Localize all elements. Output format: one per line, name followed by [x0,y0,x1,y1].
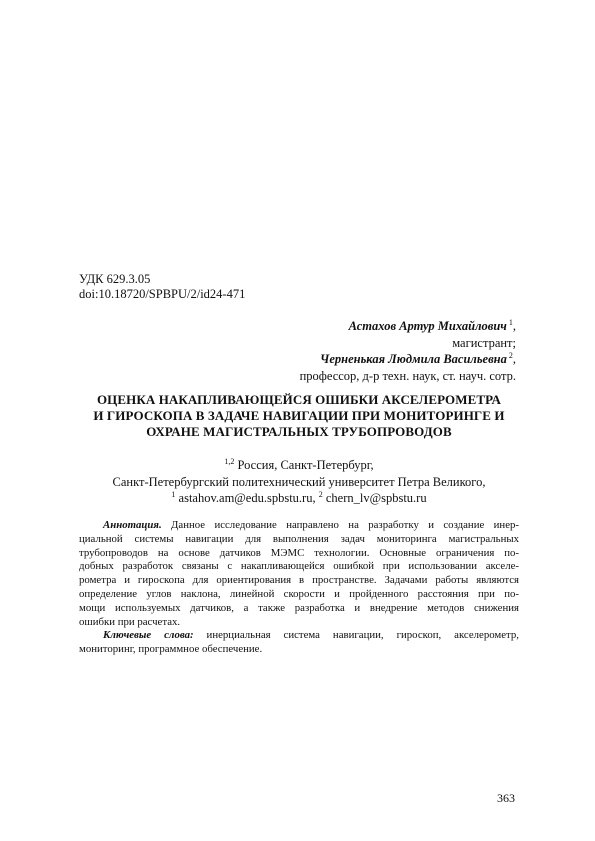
abstract-line-2: циальной системы навигации для выполнения задач мониторинга магистральных [79,532,519,545]
author-1-name: Астахов Артур Михайлович [348,319,507,333]
title-line-3: ОХРАНЕ МАГИСТРАЛЬНЫХ ТРУБОПРОВОДОВ [146,424,452,439]
abstract-line-3: трубопроводов на основе датчиков МЭМС технологии. Основные ограничения по- [79,546,519,559]
affiliation-university: Санкт-Петербургский политехнический университет Петра Великого, [112,474,486,489]
udk-code: УДК 629.3.05 [79,272,151,286]
author-1-line [76,318,516,335]
keywords-label: Ключевые слова: [103,629,194,642]
author-2-sup: 2 [508,350,513,360]
email-2: chern_lv@spbstu.ru [322,491,427,505]
page-number: 363 [497,791,515,805]
author-2-line [76,351,516,368]
email-2-sup: 2 [318,489,323,499]
email-1-sup: 1 [171,489,176,499]
author-2-role: профессор, д-р техн. наук, ст. науч. сотр. [299,368,516,383]
affiliation-emails [79,490,519,507]
title-line-1: ОЦЕНКА НАКАПЛИВАЮЩЕЙСЯ ОШИБКИ АКСЕЛЕРОМЕТРА [96,392,502,407]
keywords-line-1: Ключевые слова: инерциальная система навигации, гироскоп, акселерометр, [103,629,519,642]
title-line-2: И ГИРОСКОПА В ЗАДАЧЕ НАВИГАЦИИ ПРИ МОНИТОРИНГЕ И [93,408,505,423]
abstract-line-6: определение углов наклона, линейной скорости и пройденного расстояния при по- [79,587,519,600]
abstract-label: Аннотация. [103,519,162,531]
author-1-comma: , [512,319,516,333]
email-1: astahov.am@edu.spbstu.ru, [175,491,319,505]
abstract-line-4: добных разработок связаны с накапливающейся ошибкой при использовании акселе- [79,560,519,573]
affiliation-location-line [79,457,519,474]
abstract-section [79,519,519,657]
abstract-line-1: Аннотация. Данное исследование направлено на разработку и создание инер- [103,519,519,531]
doi-identifier: doi:10.18720/SPBPU/2/id24-471 [79,287,246,301]
author-2-comma: , [512,352,516,366]
affiliation-block [79,457,519,507]
abstract-line-5: рометра и гироскопа для ориентирования в пространстве. Задачами работы являются [79,574,519,587]
author-2-name: Черненькая Людмила Васильевна [320,352,507,366]
paper-title [79,392,519,440]
author-block [76,318,516,384]
keywords-line-2: мониторинг, программное обеспечение. [79,643,263,656]
author-1-sup: 1 [508,317,513,327]
affiliation-sup: 1,2 [224,456,235,466]
abstract-line-7: мощи используемых датчиков, а также разработка и внедрение методов снижения [79,601,519,614]
abstract-line-8: ошибки при расчетах. [79,615,181,628]
affiliation-location: Россия, Санкт-Петербург, [234,458,374,472]
author-1-role: магистрант; [452,335,516,350]
